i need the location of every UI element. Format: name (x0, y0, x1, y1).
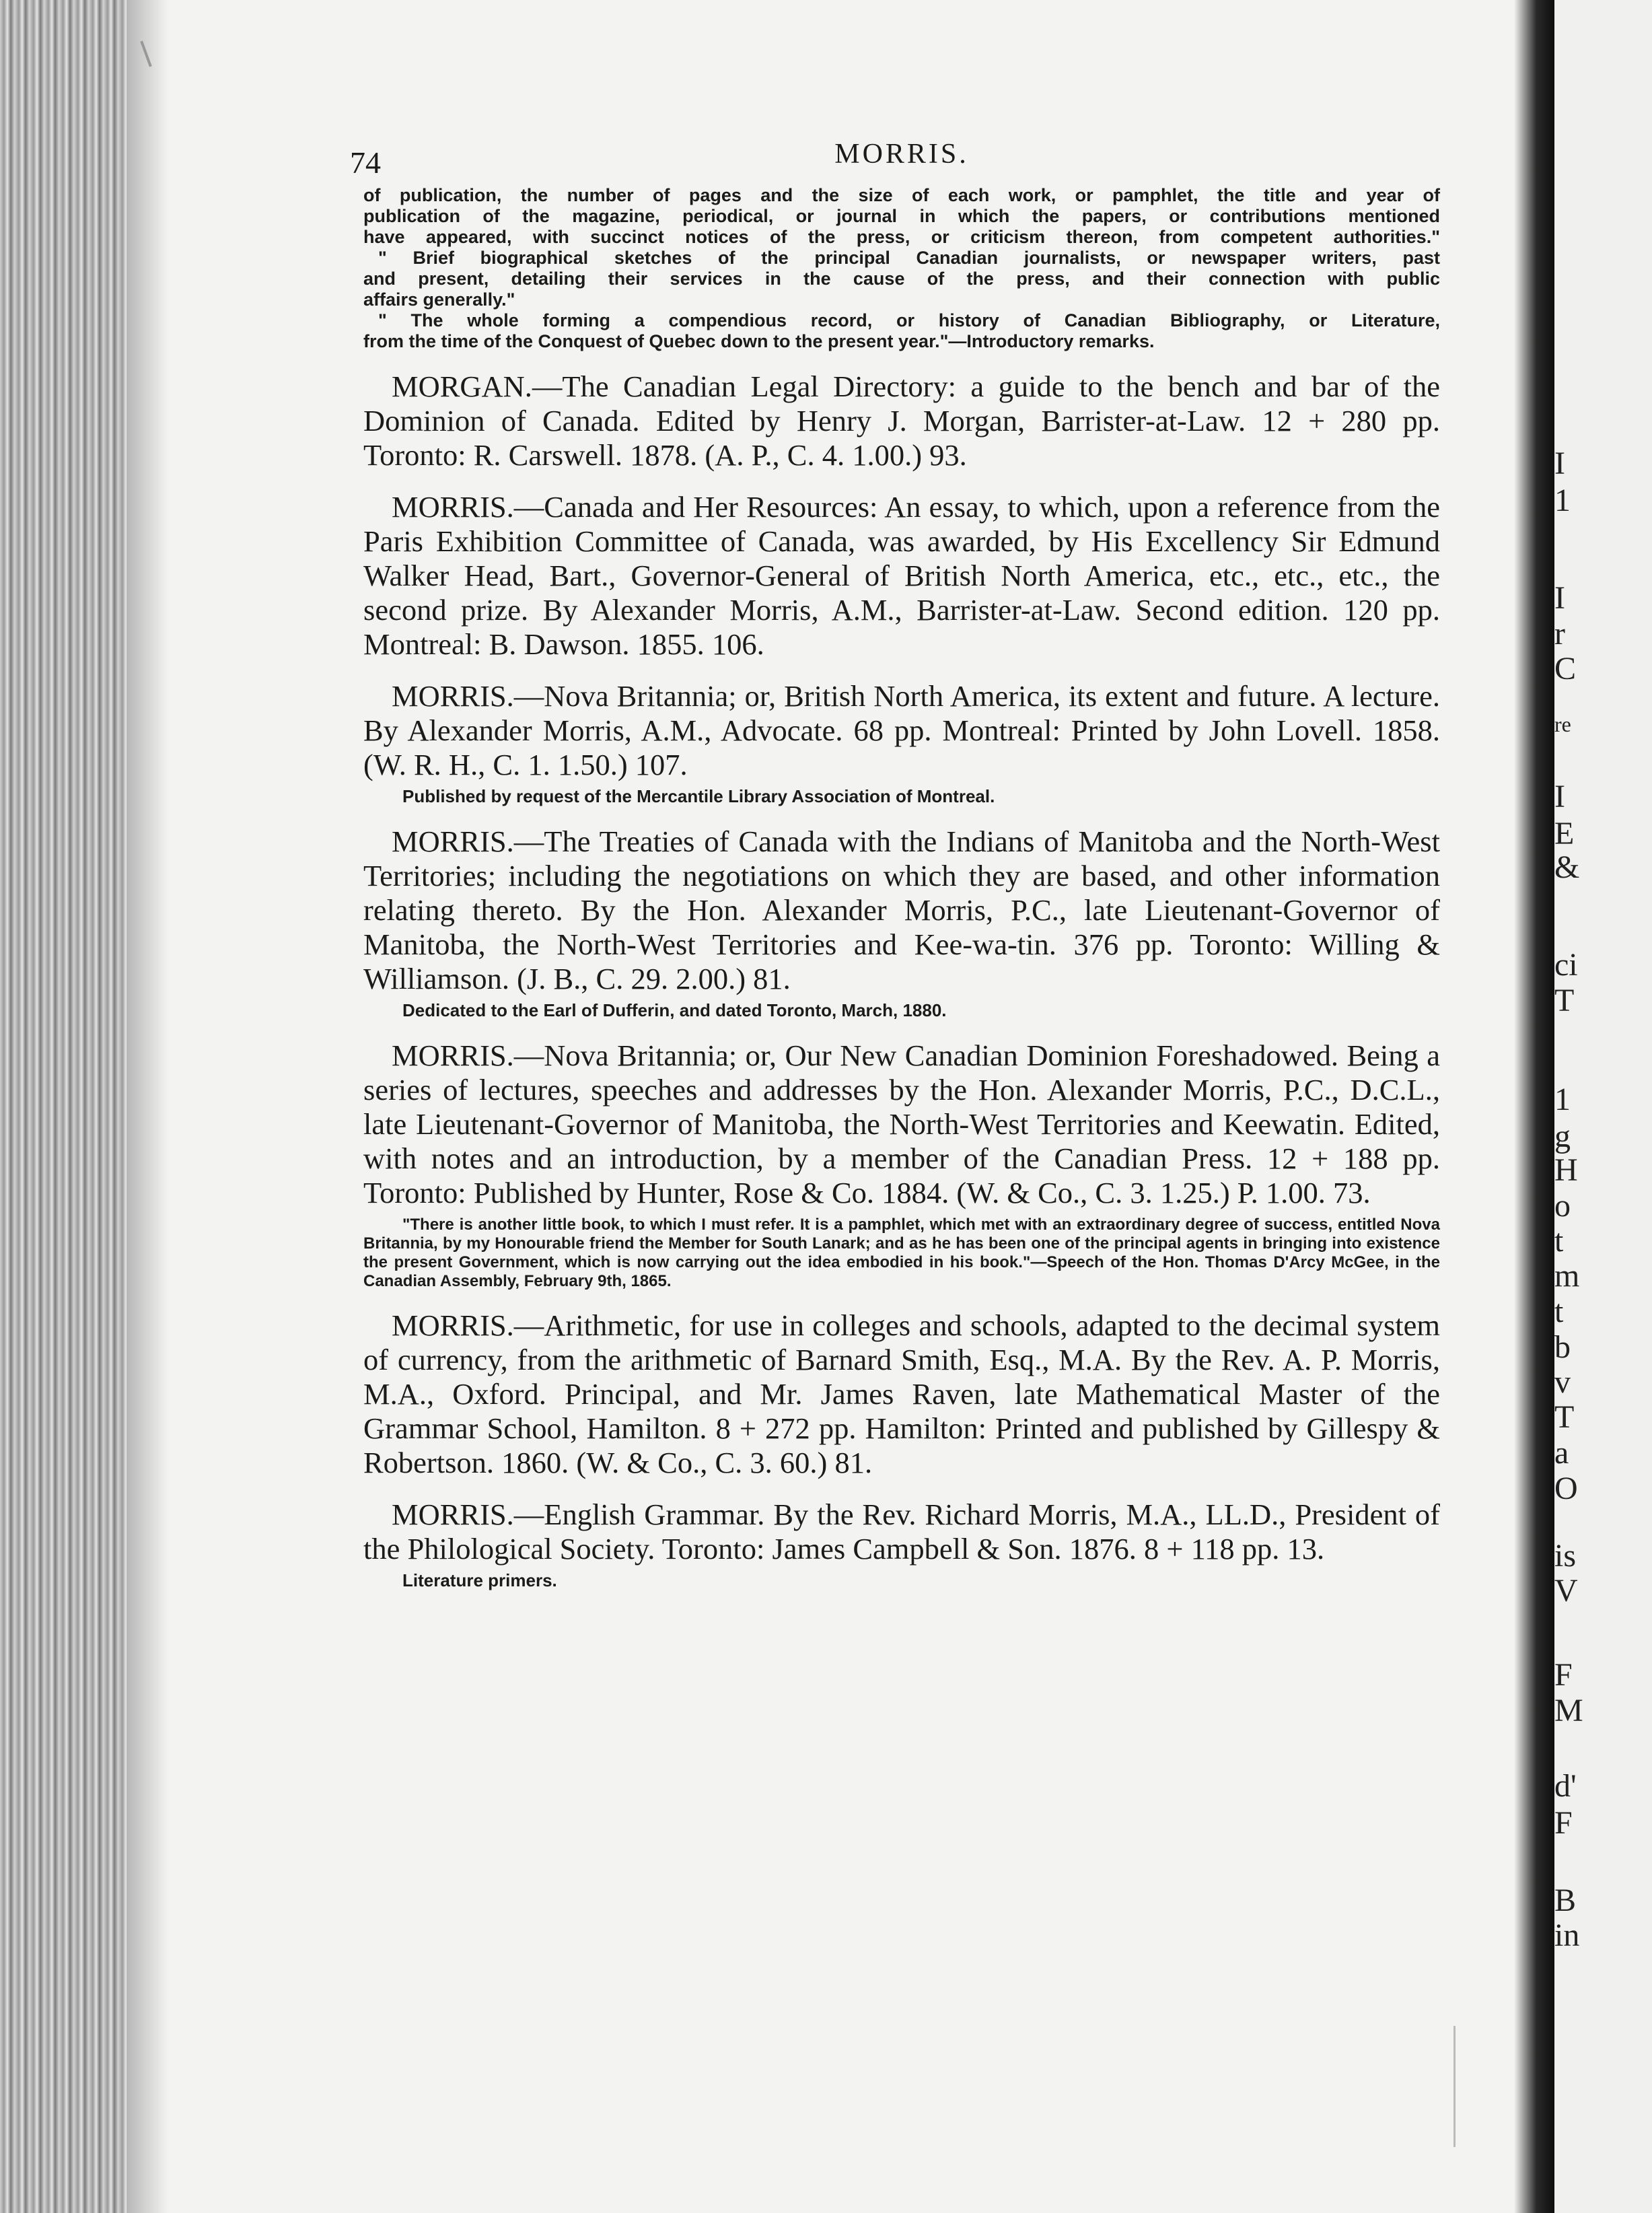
intro-block (363, 185, 1440, 352)
intro-line: of publication, the number of pages and the size of each work, or pamphlet, the title and year of (363, 185, 1440, 205)
entry-nova-britannia-1858 (363, 679, 1440, 807)
facing-fragment: H (1554, 1152, 1578, 1188)
entry-note: Published by request of the Mercantile Library Association of Montreal. (402, 786, 995, 806)
entry-arithmetic (363, 1308, 1440, 1480)
facing-fragment: I (1554, 580, 1565, 616)
entry-text: MORGAN.—The Canadian Legal Directory: a guide to the bench and bar of the Dominion of Canada. Edited by Henry J. Morgan, Barrister-at-Law. 12 + 280 pp. Toronto: R. Carswell. 1878. (A. P., C. 4. 1.00.) 93. (363, 370, 1440, 472)
facing-fragment: in (1554, 1918, 1580, 1953)
facing-fragment: F (1554, 1657, 1573, 1693)
facing-fragment: V (1554, 1573, 1578, 1609)
facing-fragment: g (1554, 1119, 1571, 1154)
entry-note: Dedicated to the Earl of Dufferin, and dated Toronto, March, 1880. (402, 1000, 947, 1020)
facing-fragment: v (1554, 1364, 1571, 1400)
intro-line: " Brief biographical sketches of the principal Canadian journalists, or newspaper writers, past (378, 248, 1440, 268)
facing-fragment: o (1554, 1188, 1571, 1224)
entry-text: MORRIS.—The Treaties of Canada with the Indians of Manitoba and the North-West Territories; including the negotiations on which they are based, and other information relating thereto. By the Hon. Alexander Morris, P.C., late Lieutenant-Governor of Manitoba, the North-West Territories and Kee-wa-tin. 376 pp. Toronto: Willing & Williamson. (J. B., C. 29. 2.00.) 81. (363, 824, 1440, 995)
entry-morgan-legal-directory (363, 370, 1440, 472)
facing-fragment: 1 (1554, 1082, 1571, 1117)
entry-note-quote: "There is another little book, to which I must refer. It is a pamphlet, which met with an extraordinary degree of success, entitled Nova Britannia, by my Honourable friend the Member for South Lanark; and as he has been one of the principal agents in bringing into existence the present Government, which is now carrying out the idea embodied in his book."—Speech of the Hon. Thomas D'Arcy McGee, in the Canadian Assembly, February 9th, 1865. (363, 1216, 1440, 1290)
page-number: 74 (350, 145, 381, 180)
facing-fragment: re (1554, 712, 1571, 736)
facing-fragment: r (1554, 616, 1565, 652)
entry-nova-britannia-1884 (363, 1039, 1440, 1291)
facing-fragment: t (1554, 1223, 1564, 1259)
intro-line: from the time of the Conquest of Quebec down to the present year."—Introductory remarks. (363, 331, 1155, 351)
facing-fragment: F (1554, 1805, 1573, 1841)
entry-text: MORRIS.—Canada and Her Resources: An essay, to which, upon a reference from the Paris Exhibition Committee of Canada, was awarded, by His Excellency Sir Edmund Walker Head, Bart., Governor-General of British North America, etc., etc., etc., the second prize. By Alexander Morris, A.M., Barrister-at-Law. Second edition. 120 pp. Montreal: B. Dawson. 1855. 106. (363, 490, 1440, 661)
book-page (350, 125, 1440, 1591)
facing-fragment: I (1554, 446, 1565, 481)
facing-fragment: & (1554, 849, 1580, 885)
running-head (350, 125, 1440, 185)
facing-fragment: 1 (1554, 483, 1571, 518)
facing-page-edge (1554, 0, 1652, 2213)
intro-line: " The whole forming a compendious record, or history of Canadian Bibliography, or Literature, (378, 310, 1440, 330)
intro-line: affairs generally." (363, 289, 515, 310)
facing-fragment: b (1554, 1329, 1571, 1365)
book-binding (0, 0, 128, 2213)
entry-text: MORRIS.—English Grammar. By the Rev. Richard Morris, M.A., LL.D., President of the Philological Society. Toronto: James Campbell & Son. 1876. 8 + 118 pp. 13. (363, 1498, 1440, 1566)
intro-line: have appeared, with succinct notices of the press, or criticism thereon, from competent authorities." (363, 227, 1440, 247)
intro-line: publication of the magazine, periodical, or journal in which the papers, or contributions mentioned (363, 206, 1440, 226)
entry-text: MORRIS.—Arithmetic, for use in colleges and schools, adapted to the decimal system of currency, from the arithmetic of Barnard Smith, Esq., M.A. By the Rev. A. P. Morris, M.A., Oxford. Principal, and Mr. James Raven, late Mathematical Master of the Grammar School, Hamilton. 8 + 272 pp. Hamilton: Printed and published by Gillespy & Robertson. 1860. (W. & Co., C. 3. 60.) 81. (363, 1308, 1440, 1479)
intro-line: and present, detailing their services in the cause of the press, and their connection with public (363, 269, 1440, 289)
facing-fragment: ci (1554, 947, 1578, 983)
entry-english-grammar (363, 1498, 1440, 1591)
paper-crease (1453, 2026, 1456, 2147)
facing-fragment: C (1554, 651, 1577, 687)
facing-fragment: d' (1554, 1768, 1577, 1804)
facing-fragment: O (1554, 1471, 1578, 1506)
page-gutter (1514, 0, 1554, 2213)
facing-fragment: I (1554, 779, 1565, 814)
facing-fragment: t (1554, 1294, 1564, 1329)
running-title: MORRIS. (834, 139, 969, 170)
entry-canada-resources (363, 490, 1440, 662)
facing-fragment: E (1554, 816, 1575, 851)
facing-fragment: T (1554, 983, 1575, 1018)
facing-fragment: T (1554, 1399, 1575, 1435)
facing-fragment: is (1554, 1538, 1577, 1574)
binding-shadow (128, 0, 168, 2213)
entry-treaties-of-canada (363, 824, 1440, 1021)
facing-fragment: a (1554, 1435, 1569, 1471)
entry-text: MORRIS.—Nova Britannia; or, Our New Canadian Dominion Foreshadowed. Being a series of lectures, speeches and addresses by the Hon. Alexander Morris, P.C., D.C.L., late Lieutenant-Governor of Manitoba, the North-West Territories and Keewatin. Edited, with notes and an introduction, by a member of the Canadian Press. 12 + 188 pp. Toronto: Published by Hunter, Rose & Co. 1884. (W. & Co., C. 3. 1.25.) P. 1.00. 73. (363, 1039, 1440, 1209)
facing-fragment: M (1554, 1693, 1583, 1728)
facing-fragment: m (1554, 1258, 1580, 1294)
facing-fragment: B (1554, 1883, 1577, 1918)
entry-note: Literature primers. (402, 1570, 557, 1590)
entry-text: MORRIS.—Nova Britannia; or, British North America, its extent and future. A lecture. By Alexander Morris, A.M., Advocate. 68 pp. Montreal: Printed by John Lovell. 1858. (W. R. H., C. 1. 1.50.) 107. (363, 679, 1440, 781)
